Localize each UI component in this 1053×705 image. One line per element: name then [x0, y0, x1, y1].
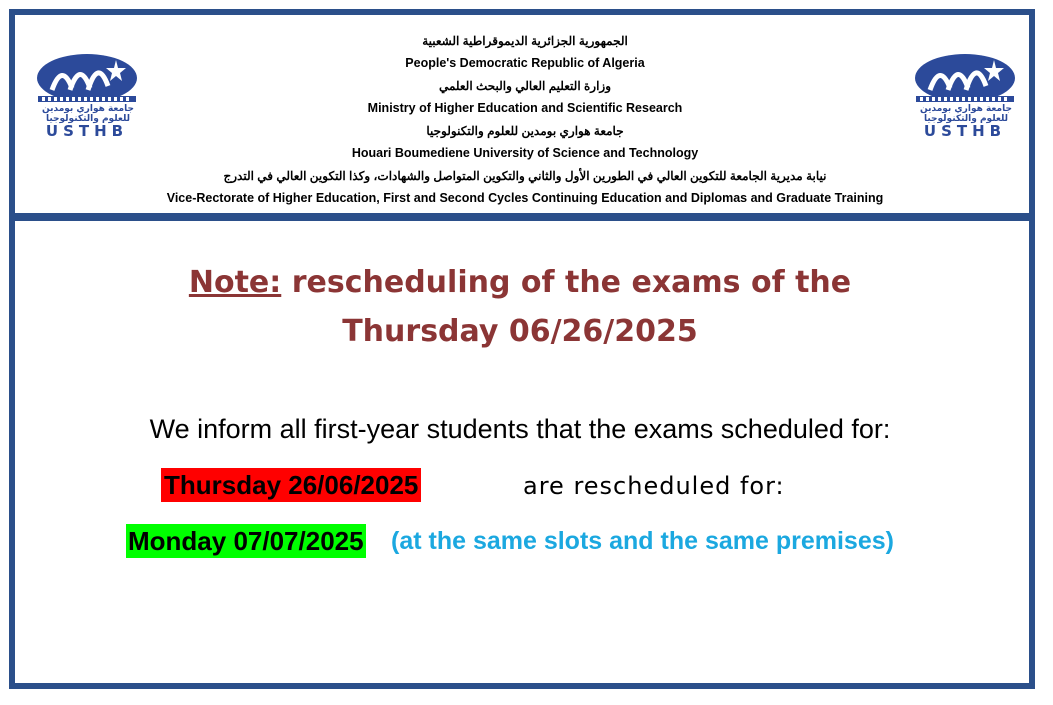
- original-exam-date: Thursday 26/06/2025: [161, 468, 421, 502]
- ministry-name-en: Ministry of Higher Education and Scientific Research: [367, 101, 683, 115]
- usthb-logo-right: [910, 52, 1020, 144]
- letterhead: [150, 30, 900, 210]
- logo-name: USTHB: [45, 122, 129, 140]
- logo-name: USTHB: [923, 122, 1007, 140]
- logo-emblem-icon: [32, 52, 142, 112]
- note-line-1: [80, 258, 960, 307]
- vice-rectorate-en: Vice-Rectorate of Higher Education, First and Second Cycles Continuing Education and Diplomas and Graduate Training: [166, 191, 884, 205]
- university-name-en: Houari Boumediene University of Science and Technology: [351, 146, 699, 160]
- logo-arabic-text: جامعة هواري بومدين للعلوم والتكنولوجيا: [42, 104, 134, 124]
- usthb-logo-left: [32, 52, 142, 144]
- country-name-en: People's Democratic Republic of Algeria: [405, 56, 645, 70]
- country-name-ar: الجمهورية الجزائرية الديموقراطية الشعبية: [422, 34, 628, 48]
- inform-text: We inform all first-year students that the exams scheduled for:: [149, 414, 891, 444]
- logo-arabic-text: جامعة هواري بومدين للعلوم والتكنولوجيا: [920, 104, 1012, 124]
- logo-emblem-icon: [910, 52, 1020, 112]
- note-title: [80, 258, 960, 356]
- university-name-ar: جامعة هواري بومدين للعلوم والتكنولوجيا: [426, 124, 624, 138]
- note-label: Note:: [188, 265, 282, 300]
- vice-rectorate-ar: نيابة مديرية الجامعة للتكوين العالي في الطورين الأول والثاني والتكوين المتواصل والشهادات، وكذا التكوين العالي في التدرج: [223, 169, 827, 183]
- header-divider: [14, 213, 1035, 221]
- new-exam-date: Monday 07/07/2025: [128, 526, 364, 556]
- note-line-2: Thursday 06/26/2025: [342, 314, 698, 349]
- note-text: rescheduling of the exams of the: [291, 265, 852, 300]
- same-slots-note: (at the same slots and the same premises): [391, 527, 894, 555]
- ministry-name-ar: وزارة التعليم العالي والبحث العلمي: [438, 79, 612, 93]
- rescheduled-text: are rescheduled for:: [523, 472, 785, 500]
